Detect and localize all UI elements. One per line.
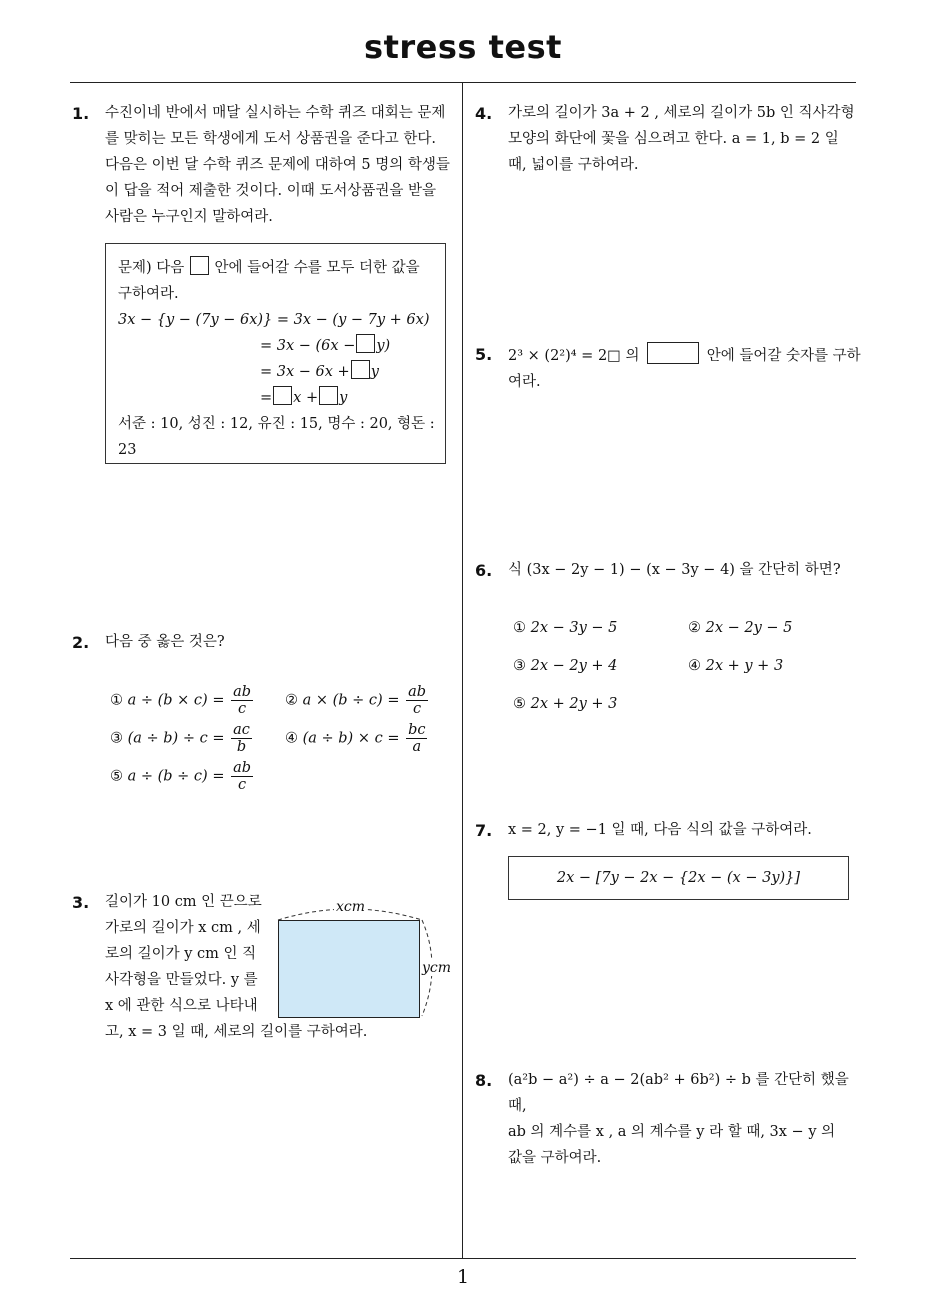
question-6-text: 식 (3x − 2y − 1) − (x − 3y − 4) 을 간단히 하면? xyxy=(508,562,841,578)
choice-expr: 2x − 3y − 5 xyxy=(530,620,618,636)
equation-part: = xyxy=(260,390,273,406)
question-4-line: 때, 넓이를 구하여라. xyxy=(508,157,639,173)
q6-choice-2 xyxy=(688,620,792,636)
blank-box xyxy=(273,386,292,405)
choice-lhs: a ÷ (b ÷ c) = xyxy=(127,768,225,785)
question-8-text xyxy=(508,1067,863,1171)
question-7-expr: 2x − [7y − 2x − {2x − (x − 3y)}] xyxy=(556,870,801,886)
q6-choice-1 xyxy=(513,620,617,636)
equation-part: = 3x − 6x + xyxy=(260,364,350,380)
fraction-denominator: a xyxy=(412,739,422,755)
question-8-line: ab 의 계수를 x , a 의 계수를 y 라 할 때, 3x − y 의 xyxy=(508,1124,836,1140)
question-1-line: 를 맞히는 모든 학생에게 도서 상품권을 준다고 한다. xyxy=(105,131,437,147)
choice-lhs: a ÷ (b × c) = xyxy=(127,692,225,709)
question-4-text xyxy=(508,100,858,178)
question-8-number: 8. xyxy=(475,1071,493,1090)
problem-line2: 구하여라. xyxy=(118,286,179,302)
equation-line-4 xyxy=(118,385,438,411)
choice-3 xyxy=(110,722,254,755)
fraction-denominator: b xyxy=(236,739,247,755)
question-1-text xyxy=(105,100,455,230)
question-2-number: 2. xyxy=(72,633,90,652)
equation-part: y xyxy=(370,364,379,380)
fraction xyxy=(231,684,253,717)
choice-mark: ① xyxy=(110,692,123,709)
equation-line-3 xyxy=(118,359,438,385)
height-label: ycm xyxy=(422,960,452,976)
question-3-line: x 에 관한 식으로 나타내 xyxy=(105,998,258,1014)
choice-lhs: a × (b ÷ c) = xyxy=(302,692,400,709)
question-3-line: 로의 길이가 y cm 인 직 xyxy=(105,946,257,962)
page-title: stress test xyxy=(364,28,562,66)
question-8-line: (a²b − a²) ÷ a − 2(ab² + 6b²) ÷ b 를 간단히 했을 때, xyxy=(508,1072,849,1114)
q6-choice-4 xyxy=(688,658,783,674)
choice-1 xyxy=(110,684,255,717)
column-divider xyxy=(462,83,463,1259)
question-3-line: 가로의 길이가 x cm , 세 xyxy=(105,920,261,936)
student-answers-cont: 23 xyxy=(118,442,137,458)
width-label: xcm xyxy=(336,899,366,915)
choice-mark: ② xyxy=(688,620,701,636)
question-3-line: 고, x = 3 일 때, 세로의 길이를 구하여라. xyxy=(105,1024,368,1040)
header-divider xyxy=(70,82,856,83)
answer-box xyxy=(647,342,699,364)
fraction xyxy=(231,760,253,793)
choice-mark: ① xyxy=(513,620,526,636)
question-1-number: 1. xyxy=(72,104,90,123)
choice-mark: ⑤ xyxy=(513,696,526,712)
choice-mark: ④ xyxy=(688,658,701,674)
choice-mark: ③ xyxy=(110,730,123,747)
blank-box xyxy=(356,334,375,353)
fraction-numerator: ab xyxy=(408,684,427,700)
question-5-line2: 여라. xyxy=(508,374,541,390)
question-4-line: 가로의 길이가 3a + 2 , 세로의 길이가 5b 인 직사각형 xyxy=(508,105,855,121)
choice-mark: ② xyxy=(285,692,298,709)
fraction-numerator: ab xyxy=(233,684,252,700)
question-7-number: 7. xyxy=(475,821,493,840)
fraction xyxy=(406,684,428,717)
question-1-line: 수진이네 반에서 매달 실시하는 수학 퀴즈 대회는 문제 xyxy=(105,105,446,121)
fraction-numerator: bc xyxy=(408,722,426,738)
question-4-number: 4. xyxy=(475,104,493,123)
student-answers: 서준 : 10, 성진 : 12, 유진 : 15, 명수 : 20, 형돈 : xyxy=(118,416,435,432)
fraction-denominator: c xyxy=(412,701,422,717)
choice-4 xyxy=(285,722,429,755)
choice-lhs: (a ÷ b) × c = xyxy=(302,730,400,747)
question-7-expr-box xyxy=(508,856,849,900)
choice-mark: ⑤ xyxy=(110,768,123,785)
blue-rectangle xyxy=(278,920,420,1018)
fraction-denominator: c xyxy=(237,777,247,793)
choice-expr: 2x − 2y + 4 xyxy=(530,658,618,674)
problem-prefix: 문제) 다음 xyxy=(118,260,185,276)
question-2-text: 다음 중 옳은 것은? xyxy=(105,634,225,650)
question-5-number: 5. xyxy=(475,345,493,364)
equation-part: y) xyxy=(376,338,391,354)
equation-part: = 3x − (6x − xyxy=(260,338,356,354)
question-5-text xyxy=(508,342,863,395)
choice-2 xyxy=(285,684,430,717)
footer-divider xyxy=(70,1258,856,1259)
question-3-number: 3. xyxy=(72,893,90,912)
blank-box xyxy=(190,256,209,275)
question-3-line: 사각형을 만들었다. y 를 xyxy=(105,972,258,988)
fraction xyxy=(231,722,252,755)
fraction-numerator: ac xyxy=(233,722,250,738)
question-1-problem-box xyxy=(105,243,446,464)
problem-box-content xyxy=(118,255,438,463)
question-1-line: 이 답을 적어 제출한 것이다. 이때 도서상품권을 받을 xyxy=(105,183,437,199)
question-4-line: 모양의 화단에 꽃을 심으려고 한다. a = 1, b = 2 일 xyxy=(508,131,839,147)
question-7-text: x = 2, y = −1 일 때, 다음 식의 값을 구하여라. xyxy=(508,822,812,838)
choice-5 xyxy=(110,760,255,793)
q6-choice-3 xyxy=(513,658,617,674)
equation-part: x + xyxy=(293,390,319,406)
blank-box xyxy=(351,360,370,379)
choice-expr: 2x + y + 3 xyxy=(705,658,784,674)
question-1-line: 사람은 누구인지 말하여라. xyxy=(105,209,273,225)
choice-expr: 2x + 2y + 3 xyxy=(530,696,618,712)
equation-line-2 xyxy=(118,333,438,359)
choice-lhs: (a ÷ b) ÷ c = xyxy=(127,730,225,747)
fraction xyxy=(406,722,427,755)
question-5-suffix: 안에 들어갈 숫자를 구하 xyxy=(706,348,861,364)
question-5-expr: 2³ × (2²)⁴ = 2□ 의 xyxy=(508,348,640,364)
page-number: 1 xyxy=(456,1266,470,1288)
choice-expr: 2x − 2y − 5 xyxy=(705,620,793,636)
fraction-denominator: c xyxy=(237,701,247,717)
question-8-line: 값을 구하여라. xyxy=(508,1150,602,1166)
equation-line-1: 3x − {y − (7y − 6x)} = 3x − (y − 7y + 6x) xyxy=(118,312,430,328)
q6-choice-5 xyxy=(513,696,617,712)
fraction-numerator: ab xyxy=(233,760,252,776)
equation-part: y xyxy=(339,390,348,406)
choice-mark: ③ xyxy=(513,658,526,674)
question-6-number: 6. xyxy=(475,561,493,580)
blank-box xyxy=(319,386,338,405)
choice-mark: ④ xyxy=(285,730,298,747)
question-1-line: 다음은 이번 달 수학 퀴즈 문제에 대하여 5 명의 학생들 xyxy=(105,157,450,173)
question-3-line: 길이가 10 cm 인 끈으로 xyxy=(105,894,262,910)
problem-suffix: 안에 들어갈 수를 모두 더한 값을 xyxy=(214,260,420,276)
